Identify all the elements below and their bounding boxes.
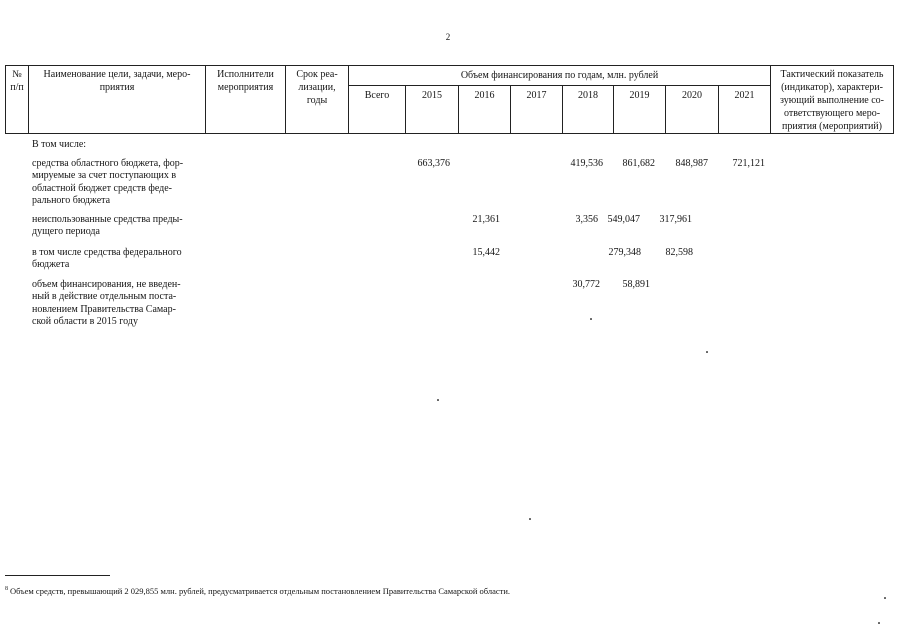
scan-speck xyxy=(884,597,886,599)
cell-value-2019: 279,348 xyxy=(608,247,641,258)
header-indicator-line: ответствующего меро- xyxy=(783,108,881,119)
cell-value-2018: 3,356 xyxy=(575,214,598,225)
header-name-line: Наименование цели, задачи, меро- xyxy=(43,69,191,80)
cell-value-2021: 721,121 xyxy=(732,158,765,169)
cell-value-2018: 30,772 xyxy=(572,279,600,290)
cell-value-2016: 21,361 xyxy=(472,214,500,225)
row-label-line: объем финансирования, не введен- xyxy=(32,279,181,290)
header-indicator-line: зующий выполнение со- xyxy=(780,95,884,106)
scan-speck xyxy=(706,351,708,353)
header-indicator-line: Тактический показатель xyxy=(780,69,884,80)
header-term-line: годы xyxy=(306,95,328,106)
row-label-line: мируемые за счет поступающих в xyxy=(32,170,177,182)
header-executors-line: мероприятия xyxy=(217,82,274,93)
header-executors-line: Исполнители xyxy=(217,69,274,80)
footnote xyxy=(5,584,645,597)
row-label-line: рального бюджета xyxy=(32,195,111,207)
header-term-line: лизации, xyxy=(298,82,336,93)
cell-value-2016: 15,442 xyxy=(472,247,500,258)
cell-value-2019: 58,891 xyxy=(622,279,650,290)
row-label-line: областной бюджет средств феде- xyxy=(32,182,173,194)
row-label-line: средства областного бюджета, фор- xyxy=(32,158,184,169)
header-num-line: № xyxy=(12,69,22,80)
header-col-2018: 2018 xyxy=(563,86,614,134)
header-col-2016: 2016 xyxy=(459,86,511,134)
row-label-unenacted-financing xyxy=(32,279,210,329)
cell-value-2019: 861,682 xyxy=(622,158,655,169)
footnote-mark: 8 xyxy=(5,586,8,592)
header-col-2017: 2017 xyxy=(511,86,563,134)
footnote-separator xyxy=(5,575,110,576)
row-label-line: в том числе средства федерального xyxy=(32,247,182,258)
cell-value-2020: 82,598 xyxy=(665,247,693,258)
header-indicator xyxy=(771,66,894,134)
header-col-total: Всего xyxy=(349,86,406,134)
header-col-2015: 2015 xyxy=(406,86,459,134)
header-name-line: приятия xyxy=(99,82,135,93)
scan-speck xyxy=(529,518,531,520)
header-term xyxy=(286,66,349,134)
row-label-line: новлением Правительства Самар- xyxy=(32,303,176,315)
cell-value-2020: 317,961 xyxy=(659,214,692,225)
scan-speck xyxy=(437,399,439,401)
header-term-line: Срок реа- xyxy=(296,69,338,80)
row-label-in-total xyxy=(32,139,210,151)
cell-value-2019: 549,047 xyxy=(607,214,640,225)
row-label-line: бюджета xyxy=(32,259,70,271)
row-label-regional-budget xyxy=(32,158,210,208)
cell-value-2020: 848,987 xyxy=(675,158,708,169)
financing-table-header xyxy=(5,65,894,134)
scan-speck xyxy=(878,622,880,624)
row-label-line: ской области в 2015 году xyxy=(32,316,138,328)
header-col-2021: 2021 xyxy=(719,86,771,134)
row-label-line: неиспользованные средства преды- xyxy=(32,214,183,225)
header-col-2020: 2020 xyxy=(666,86,719,134)
header-financing: Объем финансирования по годам, млн. рублей xyxy=(349,66,771,86)
header-indicator-line: (индикатор), характери- xyxy=(781,82,883,93)
row-label-line: В том числе: xyxy=(32,139,87,150)
header-indicator-line: приятия (мероприятий) xyxy=(782,121,882,132)
header-col-2019: 2019 xyxy=(614,86,666,134)
row-label-unused-funds xyxy=(32,214,210,239)
row-label-federal-funds xyxy=(32,247,210,272)
footnote-text: Объем средств, превышающий 2 029,855 млн. рублей, предусматривается отдельным постановлением Правительства Самарской области. xyxy=(10,586,511,596)
cell-value-2018: 419,536 xyxy=(570,158,603,169)
header-executors xyxy=(206,66,286,134)
header-num-line: п/п xyxy=(10,82,24,93)
header-name xyxy=(29,66,206,134)
row-label-line: дущего периода xyxy=(32,226,100,238)
scan-speck xyxy=(590,318,592,320)
row-label-line: ный в действие отдельным поста- xyxy=(32,291,177,303)
header-num xyxy=(6,66,29,134)
page-number: 2 xyxy=(445,32,451,42)
cell-value-2015: 663,376 xyxy=(417,158,450,169)
